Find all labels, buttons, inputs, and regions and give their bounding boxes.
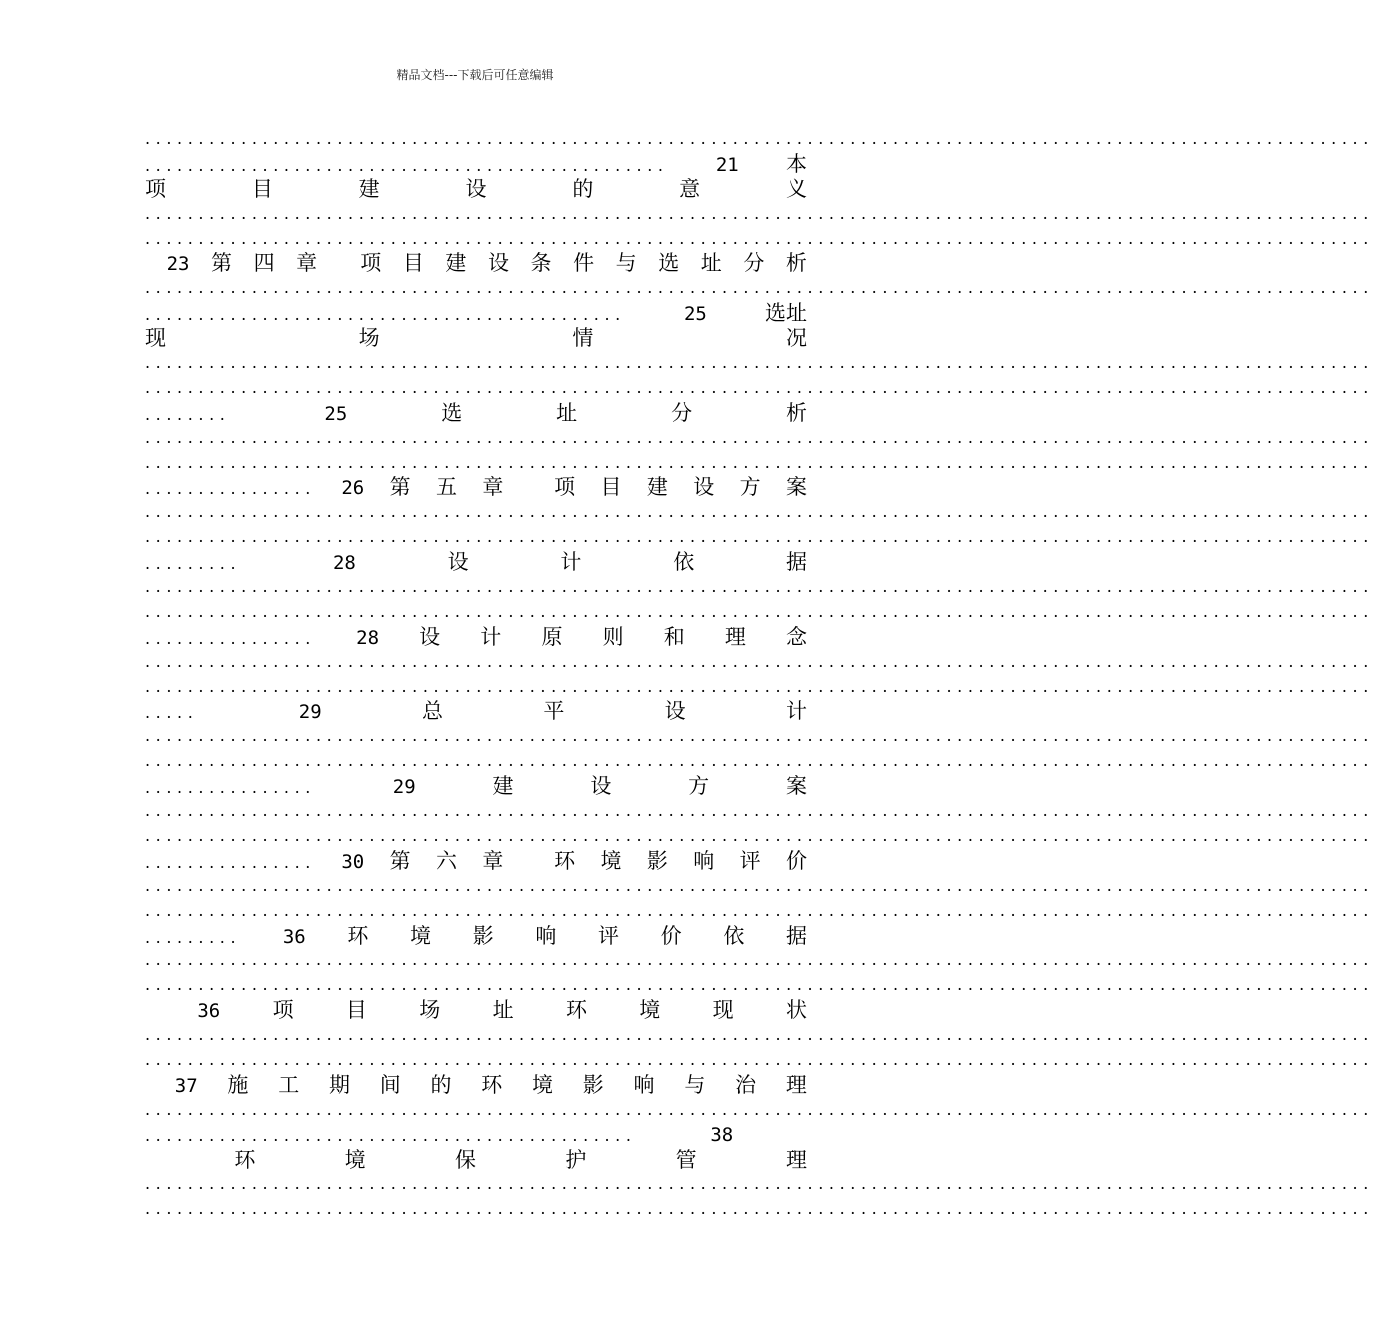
entry-char: 建 [445, 251, 467, 276]
entry-char: 计 [480, 624, 502, 649]
entry-char: 场 [419, 998, 441, 1023]
entry-char: 址 [700, 251, 722, 276]
entry-char: 目 [251, 176, 273, 201]
entry-char: 章 [482, 848, 504, 873]
dot-leader: ................ [145, 778, 316, 798]
page-number: 38 [710, 1123, 734, 1146]
dot-leader: ................................................................................................................... [145, 577, 1374, 597]
dot-leader: ................................................................................................................... [145, 825, 1374, 845]
entry-char: 项 [554, 475, 576, 500]
entry-char: 境 [600, 848, 622, 873]
toc-entry [145, 1123, 807, 1149]
dot-leader: ................................................................................................................... [145, 900, 1374, 920]
entry-char: 响 [693, 848, 715, 873]
entry-char: 境 [639, 998, 661, 1023]
toc-line [145, 451, 1374, 476]
page-number: 36 [282, 925, 306, 948]
entry-char: 评 [739, 848, 761, 873]
entry-char: 六 [436, 848, 457, 873]
entry-char: 依 [723, 923, 745, 948]
entry-char: 设 [487, 251, 509, 276]
toc-line [145, 650, 1374, 675]
page-number: 28 [356, 626, 380, 649]
toc-line [145, 1172, 1374, 1197]
entry-char: 的 [430, 1072, 452, 1097]
toc-line [145, 973, 1374, 998]
page-header: 精品文档---下载后可任意编辑 [396, 68, 554, 82]
dot-leader: ......... [145, 927, 242, 947]
toc-line [145, 924, 807, 949]
entry-char: 影 [472, 923, 494, 948]
page-number: 29 [298, 701, 322, 724]
toc-line [145, 152, 807, 177]
page-number: 25 [683, 303, 707, 326]
toc-line [145, 575, 1374, 600]
entry-char: 影 [646, 848, 668, 873]
entry-char: 平 [543, 699, 565, 724]
toc-line [145, 899, 1374, 924]
dot-leader: ..... [145, 703, 199, 723]
entry-char: 现 [145, 326, 166, 351]
entry-char: 件 [573, 251, 595, 276]
entry-char: 据 [785, 923, 807, 948]
entry-char: 与 [615, 251, 637, 276]
toc-line [145, 376, 1374, 401]
entry-char: 间 [379, 1072, 401, 1097]
page-number: 21 [715, 153, 739, 176]
toc-line [145, 351, 1374, 376]
dot-leader: ................................................................................................................... [145, 1174, 1374, 1194]
entry-char: 保 [454, 1147, 476, 1172]
entry-char: 条 [530, 251, 552, 276]
entry-char: 项 [272, 998, 294, 1023]
entry-char: 计 [560, 550, 582, 575]
entry-char: 环 [234, 1147, 256, 1172]
toc-line [145, 948, 1374, 973]
entry-char: 总 [421, 699, 443, 724]
toc-entry [145, 177, 807, 202]
toc-line [145, 774, 807, 799]
entry-char: 理 [724, 624, 746, 649]
page-number: 29 [392, 776, 416, 799]
dot-leader: ......... [145, 554, 242, 574]
toc-line [145, 1073, 807, 1098]
toc-entry [145, 475, 807, 502]
dot-leader: ................................................................................................................... [145, 651, 1374, 671]
page-number: 25 [324, 402, 348, 425]
dot-leader: ................................................................................................................... [145, 1099, 1374, 1119]
entry-char: 案 [786, 475, 807, 500]
dot-leader: ................................................................................................................... [145, 875, 1374, 895]
entry-char: 设 [693, 475, 715, 500]
toc-line [145, 500, 1374, 525]
toc-line [145, 550, 807, 575]
entry-char: 设 [590, 774, 612, 799]
toc-entry [145, 251, 807, 277]
toc-line [145, 301, 807, 326]
entry-char: 设 [447, 550, 469, 575]
entry-char: 管 [675, 1147, 697, 1172]
entry-char: 章 [296, 251, 318, 276]
toc-line [145, 724, 1374, 749]
dot-leader: ........ [145, 404, 231, 424]
entry-char: 期 [328, 1072, 350, 1097]
dot-leader: ................................................................................................................... [145, 377, 1374, 397]
entry-char: 址 [556, 400, 578, 425]
entry-char: 设 [664, 699, 686, 724]
entry-char: 项 [145, 176, 166, 201]
entry-char: 状 [785, 998, 807, 1023]
dot-leader: ................................................................................................................... [145, 129, 1374, 148]
entry-char: 计 [785, 699, 807, 724]
toc-line [145, 998, 807, 1023]
entry-char: 方 [688, 774, 710, 799]
entry-char: 护 [565, 1147, 587, 1172]
entry-char: 理 [785, 1072, 807, 1097]
entry-char: 据 [785, 550, 807, 575]
toc-line [145, 749, 1374, 774]
dot-leader: ................................................................................................................... [145, 1025, 1374, 1045]
toc-line [145, 625, 807, 650]
toc-line [145, 799, 1374, 824]
entry-char: 价 [660, 923, 682, 948]
dot-leader: ................................................................................................................... [145, 452, 1374, 472]
toc-line [145, 1148, 807, 1173]
dot-leader: ................................................................................................................... [145, 975, 1374, 995]
page-number: 37 [174, 1074, 198, 1097]
dot-leader: ................................................................................................................... [145, 502, 1374, 522]
dot-leader: ................................................................................................................... [145, 278, 1374, 298]
toc-line [145, 1048, 1374, 1073]
entry-char: 工 [278, 1072, 300, 1097]
toc-line [145, 251, 807, 276]
entry-char: 原 [541, 624, 563, 649]
toc-entry [145, 326, 807, 351]
dot-leader: ................................................................................................................... [145, 1199, 1374, 1219]
dot-leader: ................................................................................................................... [145, 427, 1374, 447]
toc-entry [145, 924, 807, 951]
entry-char: 址 [492, 998, 514, 1023]
toc-line [145, 276, 1374, 301]
entry-char: 则 [602, 624, 624, 649]
dot-leader: ................................................................................................................... [145, 203, 1374, 223]
entry-char: 目 [402, 251, 424, 276]
entry-char: 评 [598, 923, 620, 948]
entry-char: 四 [253, 251, 275, 276]
entry-char: 环 [481, 1072, 503, 1097]
entry-char: 项 [360, 251, 382, 276]
toc-line [145, 227, 1374, 252]
toc-entry [145, 998, 807, 1024]
toc-entry [145, 774, 807, 801]
dot-leader: ................................................................................................................... [145, 726, 1374, 746]
entry-char: 案 [785, 774, 807, 799]
entry-char: 五 [436, 475, 457, 500]
entry-char: 环 [554, 848, 576, 873]
entry-char: 念 [786, 624, 807, 649]
dot-leader: ................................................................................................................... [145, 676, 1374, 696]
entry-char: 响 [535, 923, 557, 948]
dot-leader: ................................................................................................................... [145, 751, 1374, 771]
toc-entry [145, 625, 807, 652]
entry-char: 与 [684, 1072, 706, 1097]
dot-leader: ................................................................................................................... [145, 1049, 1374, 1069]
toc-line [145, 675, 1374, 700]
entry-char: 建 [358, 176, 380, 201]
entry-char: 理 [785, 1147, 807, 1172]
entry-char: 境 [344, 1147, 366, 1172]
entry-char: 意 [679, 176, 701, 201]
page-number: 26 [341, 477, 365, 500]
dot-leader: ............................................. [145, 305, 626, 325]
toc-entry [145, 699, 807, 726]
entry-char: 选址 [764, 301, 807, 326]
entry-char: 价 [786, 848, 807, 873]
entry-char: 目 [345, 998, 367, 1023]
dot-leader: ................................................................................................................... [145, 801, 1374, 821]
toc-line [145, 824, 1374, 849]
entry-char: 章 [482, 475, 504, 500]
toc-line [145, 202, 1374, 227]
entry-char: 和 [663, 624, 685, 649]
toc-line [145, 874, 1374, 899]
dot-leader: ................................................................................................................... [145, 527, 1374, 547]
page-number: 28 [332, 552, 356, 575]
entry-char: 义 [785, 176, 807, 201]
toc-line [145, 401, 807, 426]
entry-char: 建 [492, 774, 514, 799]
dot-leader: ................................................................................................................... [145, 228, 1374, 248]
toc-entry [145, 401, 807, 428]
entry-char: 第 [389, 848, 411, 873]
dot-leader: ................ [145, 628, 316, 648]
entry-char: 第 [211, 251, 233, 276]
toc-line [145, 475, 807, 500]
entry-char: 的 [572, 176, 594, 201]
toc-entry [145, 301, 807, 328]
entry-char: 境 [410, 923, 432, 948]
toc-entry [145, 152, 807, 179]
dot-leader: ................................................. [145, 155, 669, 175]
entry-char: 分 [743, 251, 765, 276]
entry-char: 施 [227, 1072, 249, 1097]
entry-char: 方 [739, 475, 761, 500]
toc-line [145, 1197, 1374, 1222]
entry-char: 依 [673, 550, 695, 575]
entry-char: 况 [785, 326, 807, 351]
entry-char: 环 [347, 923, 369, 948]
toc-line [145, 1098, 1374, 1123]
entry-char: 选 [658, 251, 680, 276]
entry-char: 析 [785, 251, 807, 276]
entry-char: 第 [389, 475, 411, 500]
toc-line [145, 1123, 807, 1148]
entry-char: 本 [785, 151, 807, 176]
entry-char: 建 [646, 475, 668, 500]
entry-char: 影 [582, 1072, 604, 1097]
toc-entry [145, 1073, 807, 1099]
toc-line [145, 127, 1374, 152]
dot-leader: ................ [145, 479, 316, 499]
entry-char: 析 [786, 400, 807, 425]
toc-line [145, 426, 1374, 451]
table-of-contents [145, 127, 1374, 1222]
dot-leader: .............................................. [145, 1125, 637, 1145]
entry-char: 治 [735, 1072, 757, 1097]
entry-char: 情 [572, 326, 594, 351]
toc-entry [145, 1148, 807, 1173]
page-number: 30 [341, 850, 365, 873]
toc-entry [145, 550, 807, 577]
entry-char: 设 [419, 624, 441, 649]
toc-line [145, 177, 807, 202]
entry-char: 场 [358, 326, 380, 351]
entry-char: 分 [671, 400, 693, 425]
dot-leader: ................................................................................................................... [145, 601, 1374, 621]
dot-leader: ................ [145, 852, 316, 872]
toc-line [145, 326, 807, 351]
toc-line [145, 1023, 1374, 1048]
entry-char: 境 [532, 1072, 554, 1097]
entry-char: 响 [633, 1072, 655, 1097]
entry-char: 现 [712, 998, 734, 1023]
toc-line [145, 600, 1374, 625]
entry-char: 设 [465, 176, 487, 201]
entry-char: 选 [441, 400, 463, 425]
toc-line [145, 699, 807, 724]
entry-char: 目 [600, 475, 622, 500]
toc-entry [145, 849, 807, 876]
toc-line [145, 525, 1374, 550]
dot-leader: ................................................................................................................... [145, 950, 1374, 970]
dot-leader: ................................................................................................................... [145, 353, 1374, 373]
toc-line [145, 849, 807, 874]
page-number: 36 [197, 1000, 221, 1023]
entry-char: 环 [565, 998, 587, 1023]
page-number: 23 [166, 253, 190, 276]
